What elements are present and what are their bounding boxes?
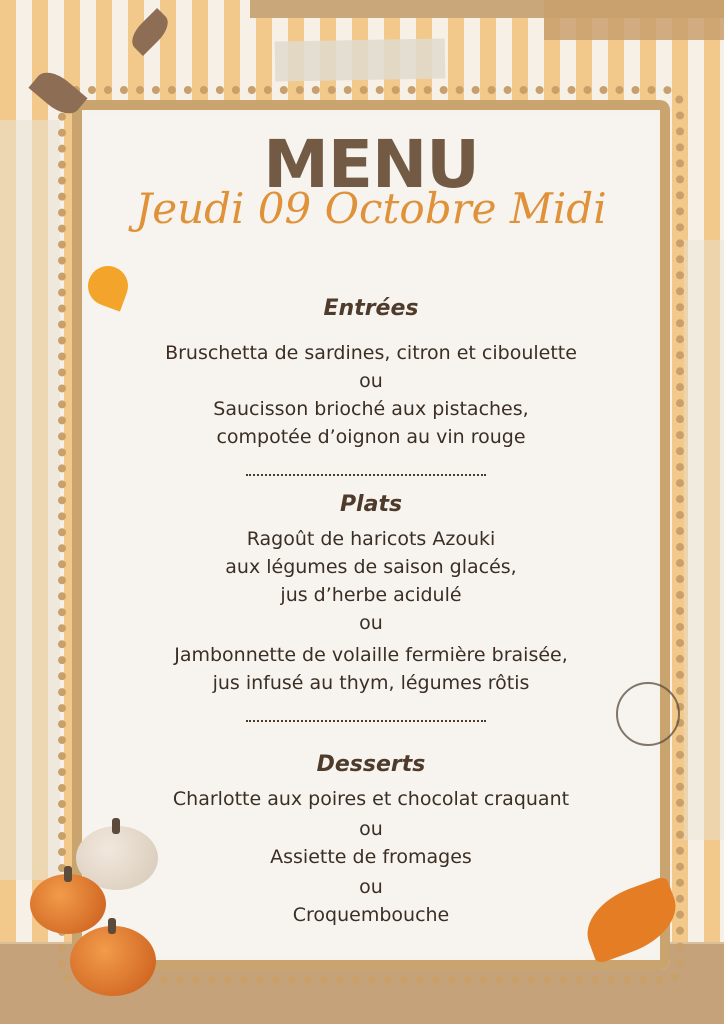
section-title-desserts: Desserts (316, 752, 426, 777)
menu-item-or: ou (359, 612, 383, 634)
kraft-paper-top-right (544, 0, 724, 40)
menu-item: jus infusé au thym, légumes rôtis (212, 672, 530, 694)
dotted-separator (246, 474, 486, 476)
menu-title: MENU (263, 126, 479, 203)
menu-item-or: ou (359, 876, 383, 898)
menu-item: Charlotte aux poires et chocolat craquant (172, 788, 570, 810)
menu-item: Assiette de fromages (270, 846, 472, 868)
paper-texture-right (684, 240, 724, 840)
menu-item: Ragoût de haricots Azouki (246, 528, 496, 550)
dotted-separator (246, 720, 486, 722)
menu-item: Saucisson brioché aux pistaches, (213, 398, 529, 420)
menu-item-or: ou (359, 370, 383, 392)
menu-content (86, 114, 656, 956)
section-title-plats: Plats (339, 492, 403, 517)
menu-item: aux légumes de saison glacés, (225, 556, 517, 578)
tape-strip (275, 39, 446, 82)
pumpkin-stem (64, 866, 72, 882)
menu-item-or: ou (359, 818, 383, 840)
menu-item: Bruschetta de sardines, citron et ciboulette (165, 342, 577, 364)
menu-date: Jeudi 09 Octobre Midi (135, 184, 607, 233)
menu-item: compotée d’oignon au vin rouge (216, 426, 526, 448)
menu-item: Jambonnette de volaille fermière braisée, (174, 644, 568, 666)
section-title-entrees: Entrées (323, 296, 419, 321)
menu-item: Croquembouche (292, 904, 450, 926)
menu-item: jus d’herbe acidulé (280, 584, 462, 606)
paper-texture-left (0, 120, 60, 880)
